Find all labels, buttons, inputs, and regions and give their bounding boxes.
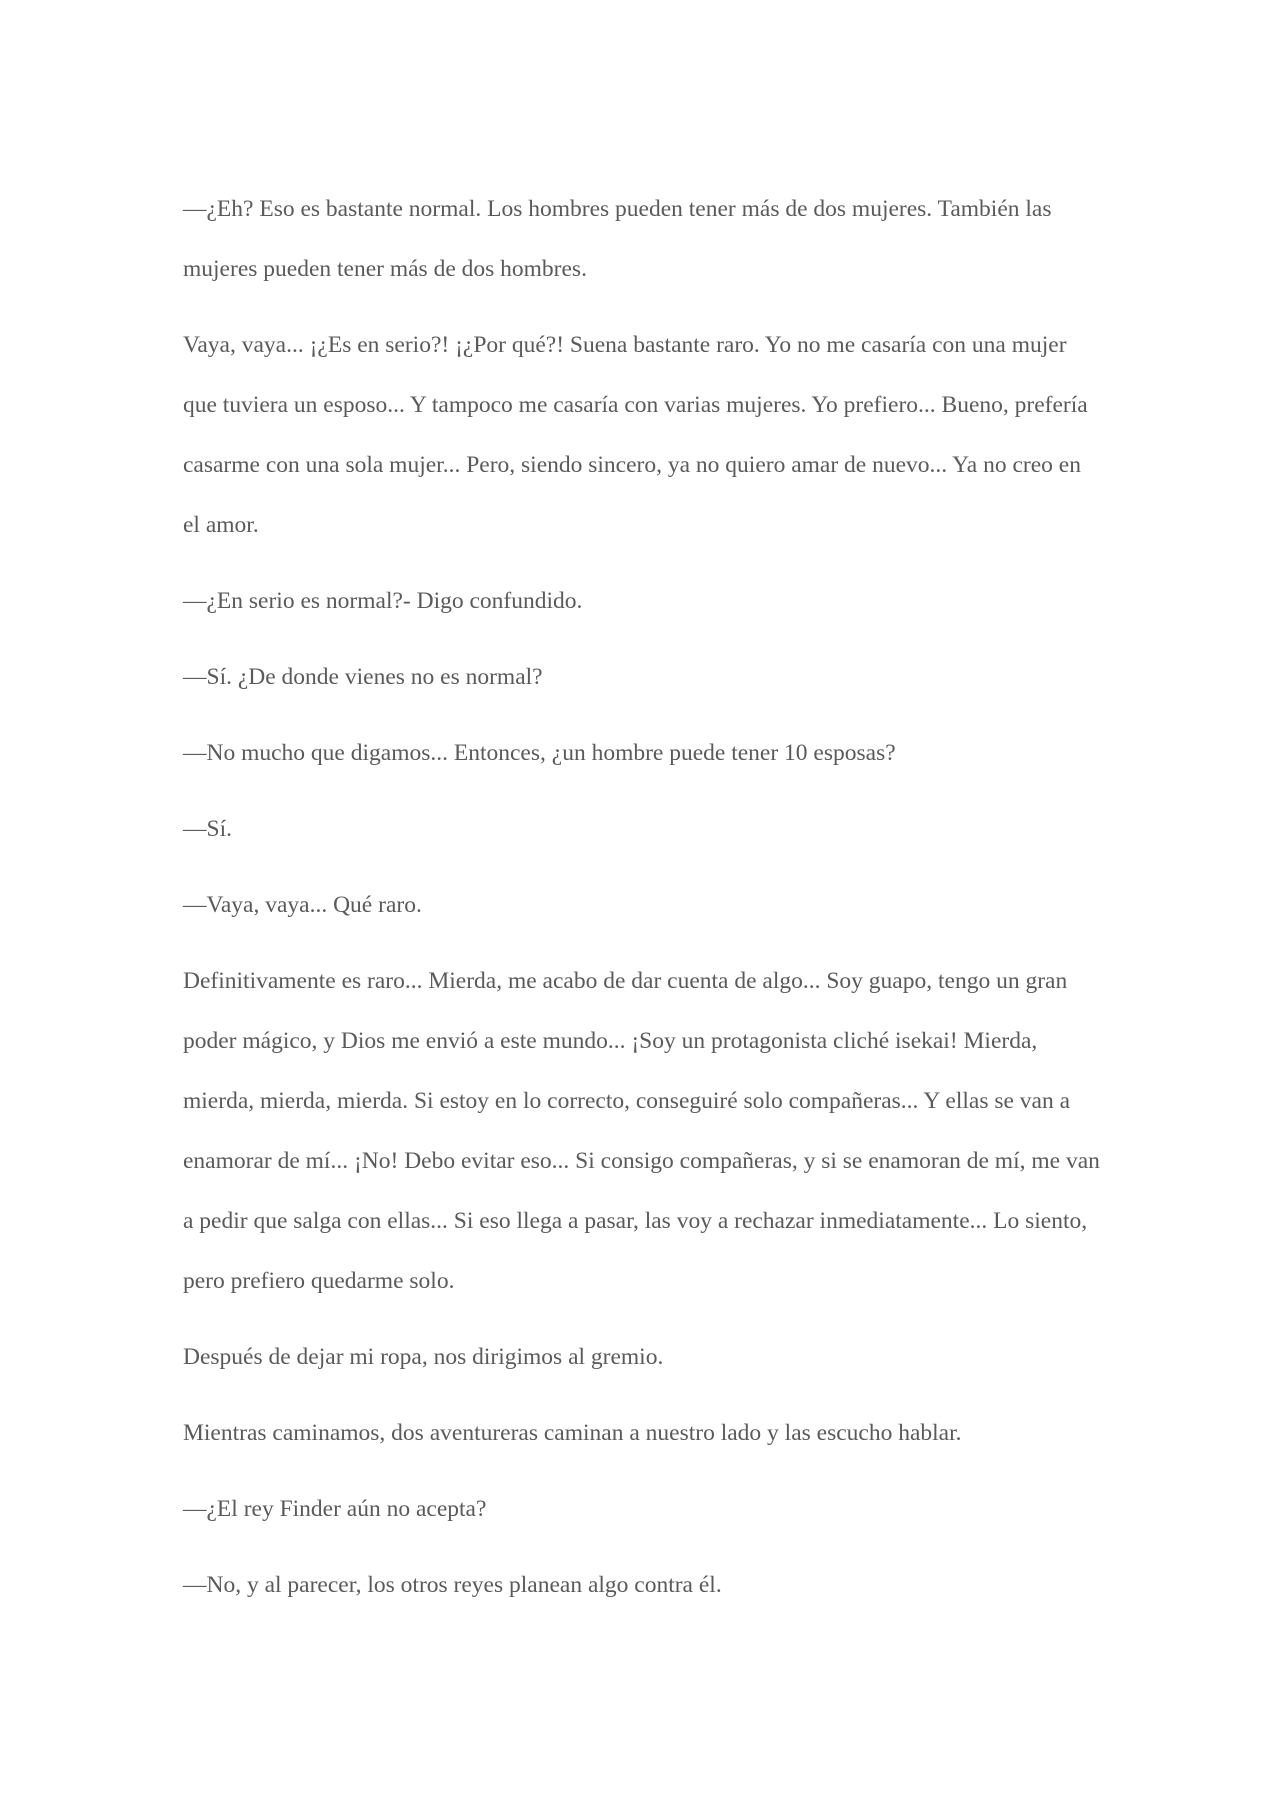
paragraph-1: —¿Eh? Eso es bastante normal. Los hombres pueden tener más de dos mujeres. También las mujeres pueden tener más de dos hombres. <box>183 196 1052 282</box>
paragraph-4: —Sí. ¿De donde vienes no es normal? <box>183 664 543 690</box>
paragraph-2: Vaya, vaya... ¡¿Es en serio?! ¡¿Por qué?! Suena bastante raro. Yo no me casaría con una mujer que tuviera un esposo... Y tampoco me casaría con varias mujeres. Yo prefiero... Bueno, prefería casarme con una sola mujer... Pero, siendo sincero, ya no quiero amar de nuevo... Ya no creo en el amor. <box>183 332 1088 538</box>
document-body <box>183 179 1103 1631</box>
paragraph-10: Mientras caminamos, dos aventureras caminan a nuestro lado y las escucho hablar. <box>183 1420 962 1446</box>
paragraph-9: Después de dejar mi ropa, nos dirigimos al gremio. <box>183 1344 664 1370</box>
paragraph-12: —No, y al parecer, los otros reyes planean algo contra él. <box>183 1572 722 1598</box>
paragraph-6: —Sí. <box>183 816 232 842</box>
paragraph-3: —¿En serio es normal?- Digo confundido. <box>183 588 583 614</box>
paragraph-7: —Vaya, vaya... Qué raro. <box>183 892 422 918</box>
paragraph-11: —¿El rey Finder aún no acepta? <box>183 1496 487 1522</box>
paragraph-8: Definitivamente es raro... Mierda, me acabo de dar cuenta de algo... Soy guapo, tengo un gran poder mágico, y Dios me envió a este mundo... ¡Soy un protagonista cliché isekai! Mierda, mierda, mierda, mierda. Si estoy en lo correcto, conseguiré solo compañeras... Y ellas se van a enamorar de mí... ¡No! Debo evitar eso... Si consigo compañeras, y si se enamoran de mí, me van a pedir que salga con ellas... Si eso llega a pasar, las voy a rechazar inmediatamente... Lo siento, pero prefiero quedarme solo. <box>183 968 1100 1294</box>
paragraph-5: —No mucho que digamos... Entonces, ¿un hombre puede tener 10 esposas? <box>183 740 896 766</box>
